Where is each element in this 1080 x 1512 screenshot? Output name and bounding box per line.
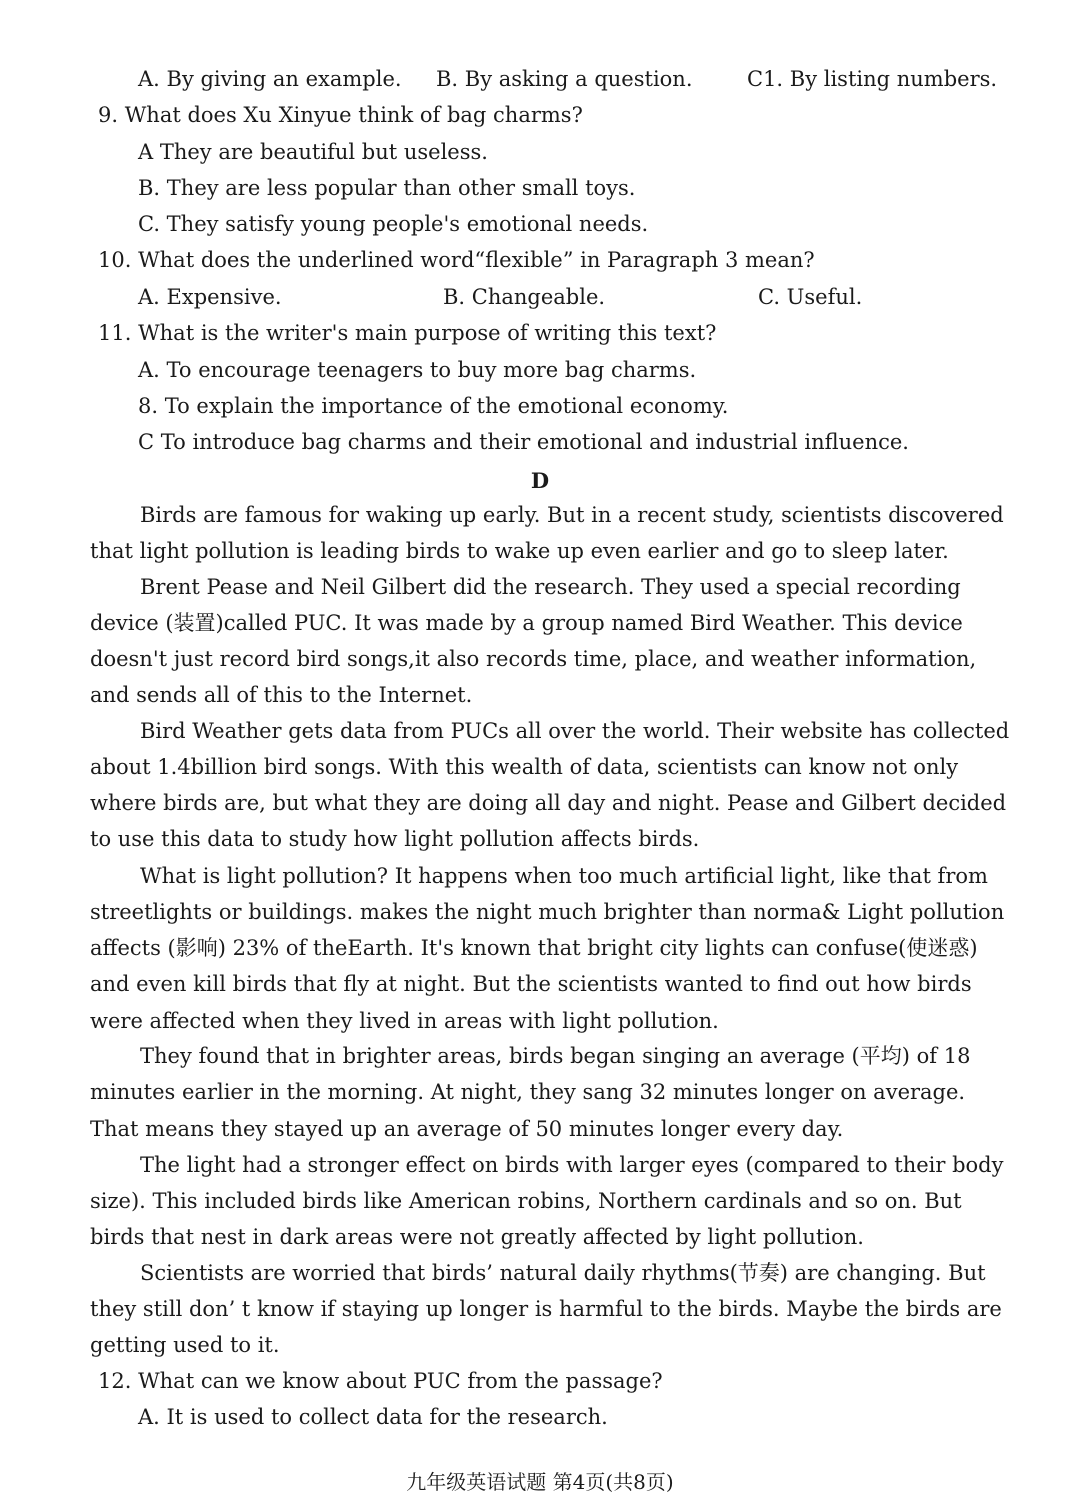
q11-option-a: A. To encourage teenagers to buy more bag charms.: [138, 358, 697, 382]
q9-option-b: B. They are less popular than other small toys.: [138, 176, 636, 200]
q10-option-b: B. Changeable.: [443, 285, 606, 309]
q8-options: [138, 64, 998, 94]
q8-option-a: A. By giving an example.: [138, 67, 402, 91]
q9-question: 9. What does Xu Xinyue think of bag charms?: [98, 103, 583, 127]
passage-line: minutes earlier in the morning. At night, they sang 32 minutes longer on average.: [90, 1080, 966, 1104]
q10-option-a: A. Expensive.: [138, 285, 282, 309]
passage-line: That means they stayed up an average of 50 minutes longer every day.: [90, 1117, 844, 1141]
section-title: D: [530, 468, 550, 493]
q11-option-c: C To introduce bag charms and their emotional and industrial influence.: [138, 430, 909, 454]
q8-option-b: B. By asking a question.: [436, 67, 693, 91]
q12-option-a: A. It is used to collect data for the research.: [138, 1405, 608, 1429]
passage-line: getting used to it.: [90, 1333, 280, 1357]
q10-option-c: C. Useful.: [758, 285, 863, 309]
passage-line: size). This included birds like American robins, Northern cardinals and so on. But: [90, 1189, 962, 1213]
passage-line: They found that in brighter areas, birds began singing an average (平均) of 18: [140, 1044, 971, 1068]
passage-line: Brent Pease and Neil Gilbert did the research. They used a special recording: [140, 575, 961, 599]
passage-line: that light pollution is leading birds to wake up even earlier and go to sleep later.: [90, 539, 949, 563]
passage-line: about 1.4billion bird songs. With this wealth of data, scientists can know not only: [90, 755, 959, 779]
passage-line: What is light pollution? It happens when too much artificial light, like that from: [140, 864, 988, 888]
q9-option-a: A They are beautiful but useless.: [138, 140, 488, 164]
passage-line: and even kill birds that fly at night. But the scientists wanted to find out how birds: [90, 972, 972, 996]
passage-line: and sends all of this to the Internet.: [90, 683, 473, 707]
q10-question: 10. What does the underlined word“flexible” in Paragraph 3 mean?: [98, 248, 815, 272]
passage-line: The light had a stronger effect on birds with larger eyes (compared to their body: [140, 1153, 1004, 1177]
passage-line: were affected when they lived in areas with light pollution.: [90, 1009, 719, 1033]
passage-line: affects (影响) 23% of theEarth. It's known that bright city lights can confuse(使迷惑): [90, 936, 978, 960]
passage-line: they still don’ t know if staying up longer is harmful to the birds. Maybe the birds are: [90, 1297, 1002, 1321]
page-footer: 九年级英语试题 第4页(共8页): [406, 1470, 674, 1494]
passage-line: device (装置)called PUC. It was made by a group named Bird Weather. This device: [90, 611, 963, 635]
passage-line: streetlights or buildings. makes the night much brighter than norma& Light pollution: [90, 900, 1005, 924]
passage-line: Scientists are worried that birds’ natural daily rhythms(节奏) are changing. But: [140, 1261, 986, 1285]
q9-option-c: C. They satisfy young people's emotional needs.: [138, 212, 649, 236]
passage-line: to use this data to study how light pollution affects birds.: [90, 827, 700, 851]
q8-option-c: C1. By listing numbers.: [747, 67, 998, 91]
passage-line: Birds are famous for waking up early. But in a recent study, scientists discovered: [140, 503, 1004, 527]
passage-line: where birds are, but what they are doing all day and night. Pease and Gilbert decided: [90, 791, 1007, 815]
q11-question: 11. What is the writer's main purpose of writing this text?: [98, 321, 717, 345]
passage-line: Bird Weather gets data from PUCs all over the world. Their website has collected: [140, 719, 1010, 743]
q11-option-b: 8. To explain the importance of the emotional economy.: [138, 394, 729, 418]
passage-line: birds that nest in dark areas were not greatly affected by light pollution.: [90, 1225, 864, 1249]
passage-line: doesn't just record bird songs,it also records time, place, and weather information,: [90, 647, 977, 671]
q10-options: [138, 282, 998, 312]
q12-question: 12. What can we know about PUC from the passage?: [98, 1369, 663, 1393]
